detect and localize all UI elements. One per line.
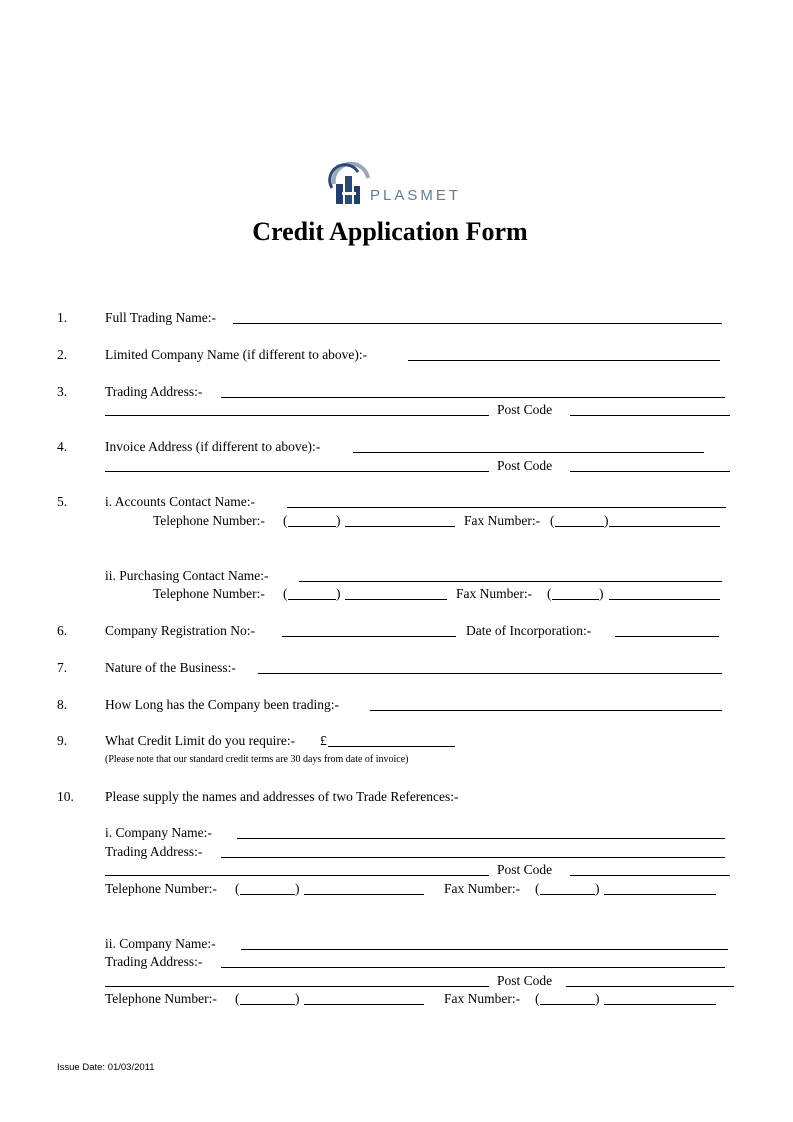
item-10-number: 10. <box>57 789 74 804</box>
ref1-trading-address-label: Trading Address:- <box>105 844 203 859</box>
nature-business-field[interactable] <box>258 673 722 674</box>
purchasing-contact-label: ii. Purchasing Contact Name:- <box>105 568 269 583</box>
accounts-telephone-label: Telephone Number:- <box>153 513 265 528</box>
item-2-number: 2. <box>57 347 68 362</box>
nature-business-label: Nature of the Business:- <box>105 660 236 675</box>
ref2-trading-address-line1[interactable] <box>221 967 725 968</box>
purchasing-fax-paren-open: ( <box>547 586 552 601</box>
item-9-number: 9. <box>57 733 68 748</box>
accounts-telephone-field[interactable] <box>345 526 455 527</box>
purchasing-telephone-paren-close: ) <box>336 586 341 601</box>
purchasing-telephone-field[interactable] <box>345 599 447 600</box>
ref2-company-name-label: ii. Company Name:- <box>105 936 216 951</box>
invoice-address-field-line1[interactable] <box>353 452 704 453</box>
item-8-number: 8. <box>57 697 68 712</box>
invoice-address-postcode-field[interactable] <box>570 471 730 472</box>
ref1-postcode-label: Post Code <box>497 862 553 877</box>
accounts-contact-name-field[interactable] <box>287 507 726 508</box>
trading-address-postcode-field[interactable] <box>570 415 730 416</box>
company-registration-label: Company Registration No:- <box>105 623 255 638</box>
trading-address-field-line1[interactable] <box>221 397 725 398</box>
ref2-postcode-label: Post Code <box>497 973 553 988</box>
ref1-telephone-area-code-field[interactable] <box>240 894 295 895</box>
ref1-fax-area-code-field[interactable] <box>540 894 595 895</box>
ref2-telephone-paren-open: ( <box>235 991 240 1006</box>
ref2-fax-field[interactable] <box>604 1004 716 1005</box>
credit-limit-currency: £ <box>320 733 327 748</box>
trading-duration-label: How Long has the Company been trading:- <box>105 697 339 712</box>
purchasing-telephone-area-code-field[interactable] <box>288 599 336 600</box>
ref1-telephone-field[interactable] <box>304 894 424 895</box>
ref2-telephone-area-code-field[interactable] <box>240 1004 295 1005</box>
ref2-telephone-paren-close: ) <box>295 991 300 1006</box>
item-3-number: 3. <box>57 384 68 399</box>
credit-limit-label: What Credit Limit do you require:- <box>105 733 296 748</box>
ref1-trading-address-line2[interactable] <box>105 875 489 876</box>
ref2-trading-address-line2[interactable] <box>105 986 489 987</box>
trade-references-label: Please supply the names and addresses of two Trade References:- <box>105 789 459 804</box>
accounts-fax-label: Fax Number:- <box>464 513 541 528</box>
ref2-fax-paren-close: ) <box>595 991 600 1006</box>
ref1-fax-paren-close: ) <box>595 881 600 896</box>
limited-company-name-field[interactable] <box>408 360 720 361</box>
ref1-trading-address-line1[interactable] <box>221 857 725 858</box>
plasmet-logo <box>328 162 488 208</box>
ref1-telephone-paren-close: ) <box>295 881 300 896</box>
ref2-fax-paren-open: ( <box>535 991 540 1006</box>
trading-address-postcode-label: Post Code <box>497 402 553 417</box>
item-5-number: 5. <box>57 494 68 509</box>
ref2-trading-address-label: Trading Address:- <box>105 954 203 969</box>
company-registration-field[interactable] <box>282 636 456 637</box>
purchasing-fax-paren-close: ) <box>599 586 604 601</box>
ref2-company-name-field[interactable] <box>241 949 728 950</box>
accounts-telephone-paren-close: ) <box>336 513 341 528</box>
purchasing-fax-label: Fax Number:- <box>456 586 533 601</box>
full-trading-name-field[interactable] <box>233 323 722 324</box>
item-4-number: 4. <box>57 439 68 454</box>
ref2-postcode-field[interactable] <box>566 986 734 987</box>
accounts-fax-paren-open: ( <box>550 513 555 528</box>
item-7-number: 7. <box>57 660 68 675</box>
purchasing-fax-area-code-field[interactable] <box>552 599 599 600</box>
accounts-fax-field[interactable] <box>609 526 720 527</box>
full-trading-name-label: Full Trading Name:- <box>105 310 217 325</box>
item-1-number: 1. <box>57 310 68 325</box>
purchasing-telephone-paren-open: ( <box>283 586 288 601</box>
accounts-fax-paren-close: ) <box>604 513 609 528</box>
credit-terms-note: (Please note that our standard credit terms are 30 days from date of invoice) <box>105 754 409 765</box>
logo-mark-icon <box>328 162 372 208</box>
item-6-number: 6. <box>57 623 68 638</box>
issue-date: Issue Date: 01/03/2011 <box>57 1062 155 1073</box>
trading-duration-field[interactable] <box>370 710 722 711</box>
ref2-telephone-field[interactable] <box>304 1004 424 1005</box>
ref1-telephone-paren-open: ( <box>235 881 240 896</box>
invoice-address-field-line2[interactable] <box>105 471 489 472</box>
accounts-telephone-paren-open: ( <box>283 513 288 528</box>
date-incorporation-label: Date of Incorporation:- <box>466 623 592 638</box>
ref1-company-name-field[interactable] <box>237 838 725 839</box>
ref2-telephone-label: Telephone Number:- <box>105 991 217 1006</box>
purchasing-fax-field[interactable] <box>609 599 720 600</box>
ref1-fax-paren-open: ( <box>535 881 540 896</box>
trading-address-field-line2[interactable] <box>105 415 489 416</box>
trading-address-label: Trading Address:- <box>105 384 203 399</box>
limited-company-name-label: Limited Company Name (if different to above):- <box>105 347 368 362</box>
credit-limit-field[interactable] <box>328 746 455 747</box>
accounts-contact-label: i. Accounts Contact Name:- <box>105 494 255 509</box>
purchasing-telephone-label: Telephone Number:- <box>153 586 265 601</box>
logo-brand-text: PLASMET <box>370 187 462 204</box>
accounts-fax-area-code-field[interactable] <box>555 526 604 527</box>
invoice-address-postcode-label: Post Code <box>497 458 553 473</box>
ref1-company-name-label: i. Company Name:- <box>105 825 212 840</box>
date-incorporation-field[interactable] <box>615 636 719 637</box>
invoice-address-label: Invoice Address (if different to above):- <box>105 439 321 454</box>
accounts-telephone-area-code-field[interactable] <box>288 526 336 527</box>
ref2-fax-label: Fax Number:- <box>444 991 521 1006</box>
purchasing-contact-name-field[interactable] <box>299 581 722 582</box>
ref2-fax-area-code-field[interactable] <box>540 1004 595 1005</box>
ref1-fax-label: Fax Number:- <box>444 881 521 896</box>
ref1-telephone-label: Telephone Number:- <box>105 881 217 896</box>
ref1-fax-field[interactable] <box>604 894 716 895</box>
page-title: Credit Application Form <box>252 217 528 246</box>
ref1-postcode-field[interactable] <box>570 875 730 876</box>
